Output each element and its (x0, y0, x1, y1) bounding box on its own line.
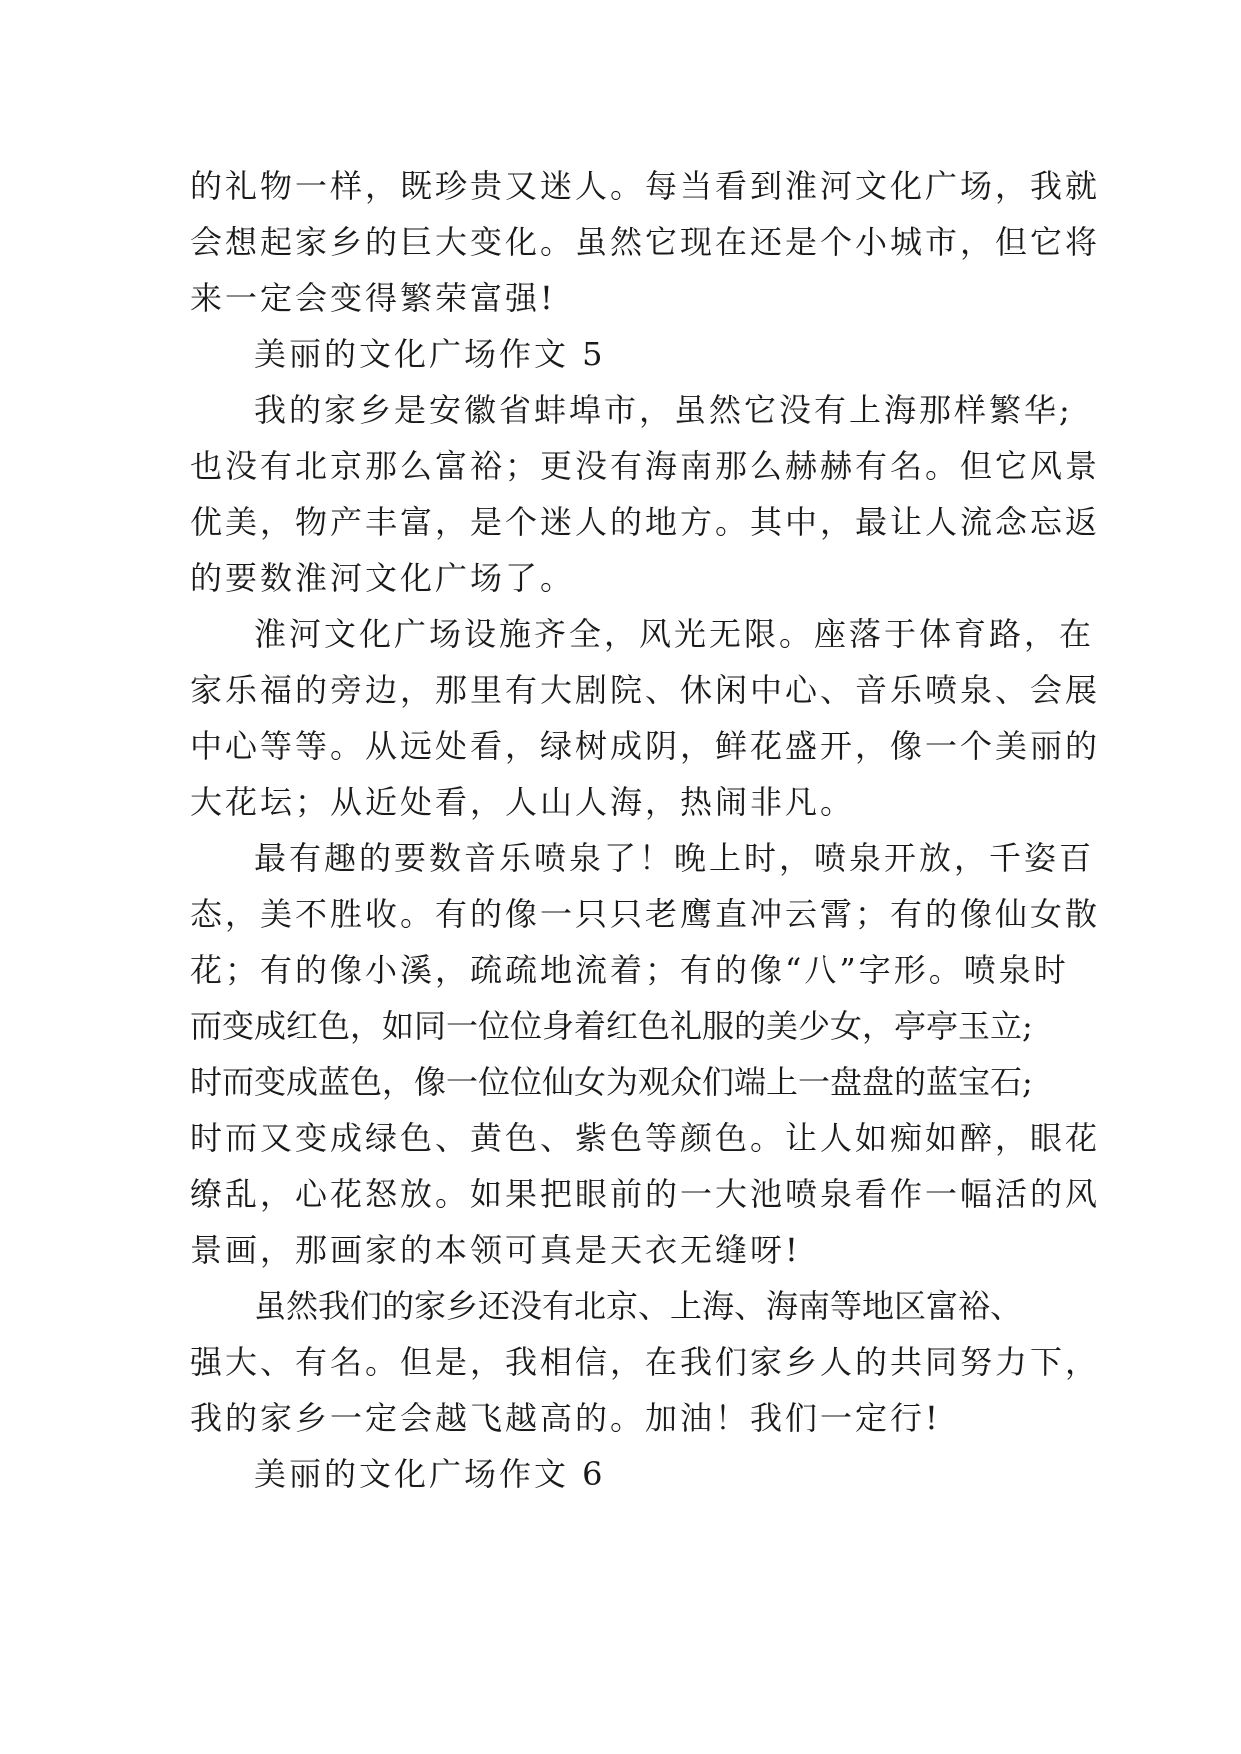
section-heading: 美丽的文化广场作文 6 (254, 1455, 606, 1493)
text-line: 淮河文化广场设施齐全，风光无限。座落于体育路，在 (254, 615, 1095, 653)
text-line: 我的家乡是安徽省蚌埠市，虽然它没有上海那样繁华; (254, 391, 1073, 429)
text-line: 中心等等。从远处看，绿树成阴，鲜花盛开，像一个美丽的 (190, 727, 1101, 765)
text-line: 来一定会变得繁荣富强! (190, 279, 556, 317)
text-line: 也没有北京那么富裕；更没有海南那么赫赫有名。但它风景 (190, 447, 1101, 485)
text-line: 态，美不胜收。有的像一只只老鹰直冲云霄；有的像仙女散 (190, 895, 1101, 933)
document-body (190, 158, 1101, 1502)
text-line: 而变成红色，如同一位位身着红色礼服的美少女，亭亭玉立; (190, 1007, 1033, 1045)
text-line: 强大、有名。但是，我相信，在我们家乡人的共同努力下， (190, 1343, 1101, 1381)
text-line: 大花坛；从近处看，人山人海，热闹非凡。 (190, 783, 856, 821)
text-line: 优美，物产丰富，是个迷人的地方。其中，最让人流念忘返 (190, 503, 1101, 541)
text-line: 景画，那画家的本领可真是天衣无缝呀! (190, 1231, 801, 1269)
text-line: 时而又变成绿色、黄色、紫色等颜色。让人如痴如醉，眼花 (190, 1119, 1101, 1157)
text-line: 会想起家乡的巨大变化。虽然它现在还是个小城市，但它将 (190, 223, 1101, 261)
text-line: 缭乱，心花怒放。如果把眼前的一大池喷泉看作一幅活的风 (190, 1175, 1101, 1213)
section-heading: 美丽的文化广场作文 5 (254, 335, 606, 373)
text-line: 虽然我们的家乡还没有北京、上海、海南等地区富裕、 (254, 1287, 1023, 1325)
text-line: 我的家乡一定会越飞越高的。加油！我们一定行! (190, 1399, 941, 1437)
text-line: 最有趣的要数音乐喷泉了！晚上时，喷泉开放，千姿百 (254, 839, 1095, 877)
text-line: 的礼物一样，既珍贵又迷人。每当看到淮河文化广场，我就 (190, 167, 1101, 205)
text-line: 时而变成蓝色，像一位位仙女为观众们端上一盘盘的蓝宝石; (190, 1063, 1033, 1101)
text-line: 家乐福的旁边，那里有大剧院、休闲中心、音乐喷泉、会展 (190, 671, 1101, 709)
text-line: 花；有的像小溪，疏疏地流着；有的像“八”字形。喷泉时 (190, 951, 1069, 989)
text-line: 的要数淮河文化广场了。 (190, 559, 576, 597)
